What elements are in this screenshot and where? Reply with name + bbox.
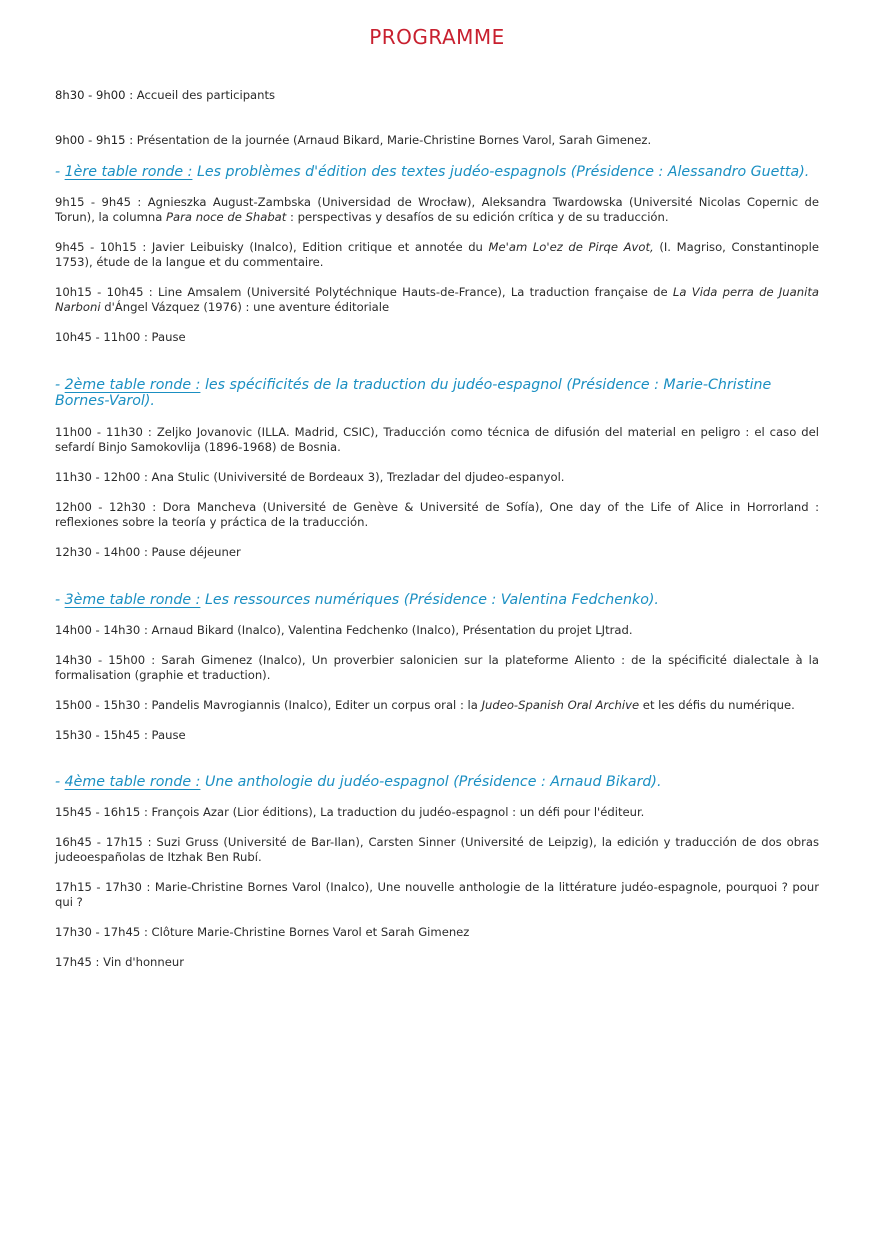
section-title: Une anthologie du judéo-espagnol (Présidence : Arnaud Bikard). — [204, 774, 662, 790]
section-title: les spécificités de la traduction du judéo-espagnol (Présidence : Marie-Christine Bornes-Varol). — [55, 377, 772, 409]
item-time: 11h30 - 12h00 : — [55, 470, 148, 484]
item-time: 17h15 - 17h30 : — [55, 880, 151, 894]
section-heading-4: - 4ème table ronde : Une anthologie du judéo-espagnol (Présidence : Arnaud Bikard). — [55, 774, 662, 790]
item-title-italic: Para noce de Shabat — [166, 210, 287, 224]
item-text-cont: : perspectivas y desafíos de su edición crítica y de su traducción. — [286, 210, 669, 224]
item-time: 15h00 - 15h30 : — [55, 698, 148, 712]
item-text: Suzi Gruss (Université de Bar-Ilan), Carsten Sinner (Université de Leipzig), la edición y traducción de dos obras judeoespañolas de Itzhak Ben Rubí. — [55, 835, 819, 864]
session-item — [55, 653, 819, 683]
item-title-italic: Me'am Lo'ez de Pirqe Avot, — [488, 240, 654, 254]
item-time: 12h30 - 14h00 : — [55, 545, 148, 559]
item-time: 8h30 - 9h00 : — [55, 88, 134, 102]
item-text-cont: et les défis du numérique. — [639, 698, 795, 712]
session-item — [55, 330, 819, 345]
item-text-cont: d'Ángel Vázquez (1976) : une aventure éditoriale — [100, 300, 390, 314]
item-text: Sarah Gimenez (Inalco), Un proverbier salonicien sur la plateforme Aliento : de la spécificité dialectale à la formalisation (graphie et traduction). — [55, 653, 820, 682]
item-time: 12h00 - 12h30 : — [55, 500, 157, 514]
session-item — [55, 285, 819, 315]
session-item — [55, 195, 819, 225]
item-time: 10h15 - 10h45 : — [55, 285, 153, 299]
page-title: PROGRAMME — [369, 25, 505, 49]
item-time: 14h00 - 14h30 : — [55, 623, 148, 637]
item-text: Pause déjeuner — [151, 545, 241, 559]
item-text: Javier Leibuisky (Inalco), Edition critique et annotée du — [151, 240, 489, 254]
session-item — [55, 880, 819, 910]
item-text: Arnaud Bikard (Inalco), Valentina Fedchenko (Inalco), Présentation du projet LJtrad. — [151, 623, 633, 637]
section-label: 4ème table ronde : — [64, 774, 201, 790]
item-text: Accueil des participants — [136, 88, 276, 102]
section-label: 2ème table ronde : — [64, 377, 201, 393]
session-item — [55, 835, 819, 865]
item-time: 15h45 - 16h15 : — [55, 805, 148, 819]
item-time: 17h45 : — [55, 955, 100, 969]
item-text: Zeljko Jovanovic (ILLA. Madrid, CSIC), Traducción como técnica de difusión del material en peligro : el caso del sefardí Binjo Samokovlija (1896-1968) de Bosnia. — [55, 425, 820, 454]
item-text: Dora Mancheva (Université de Genève & Université de Sofía), One day of the Life of Alice in Horrorland : reflexiones sobre la teoría y práctica de la traducción. — [55, 500, 819, 529]
item-time: 14h30 - 15h00 : — [55, 653, 156, 667]
session-item — [55, 500, 819, 530]
section-title: Les ressources numériques (Présidence : Valentina Fedchenko). — [204, 592, 659, 608]
item-text: Pause — [151, 728, 186, 742]
section-title: Les problèmes d'édition des textes judéo-espagnols (Présidence : Alessandro Guetta). — [196, 164, 810, 180]
session-item — [55, 470, 819, 485]
item-text: Agnieszka August-Zambska (Universidad de Wrocław), Aleksandra Twardowska (Université Nicolas Copernic de Torun), la columna — [55, 195, 819, 224]
section-label: 3ème table ronde : — [64, 592, 201, 608]
item-title-italic: La Vida perra de Juanita Narboni — [55, 285, 819, 314]
session-item — [55, 240, 819, 270]
item-text: Pause — [151, 330, 186, 344]
item-text: Clôture Marie-Christine Bornes Varol et Sarah Gimenez — [151, 925, 470, 939]
item-time: 16h45 - 17h15 : — [55, 835, 152, 849]
item-time: 9h15 - 9h45 : — [55, 195, 142, 209]
session-item — [55, 925, 819, 940]
item-text: Line Amsalem (Université Polytéchnique Hauts-de-France), La traduction française de — [157, 285, 673, 299]
item-text: Présentation de la journée (Arnaud Bikard, Marie-Christine Bornes Varol, Sarah Gimenez. — [136, 133, 652, 147]
session-item — [55, 623, 819, 638]
session-item — [55, 805, 819, 820]
item-time: 17h30 - 17h45 : — [55, 925, 148, 939]
item-text: Vin d'honneur — [103, 955, 185, 969]
section-heading-2: - 2ème table ronde : les spécificités de la traduction du judéo-espagnol (Présidence : Marie-Christine Bornes-Varol). — [55, 377, 772, 409]
session-item — [55, 955, 819, 970]
section-heading-1: - 1ère table ronde : Les problèmes d'édition des textes judéo-espagnols (Présidence : Alessandro Guetta). — [55, 164, 810, 180]
item-time: 9h45 - 10h15 : — [55, 240, 147, 254]
intro-item — [55, 88, 819, 103]
item-text: Ana Stulic (Univiversité de Bordeaux 3), Trezladar del djudeo-espanyol. — [151, 470, 565, 484]
item-text-cont: (I. Magriso, Constantinople 1753), étude de la langue et du commentaire. — [55, 240, 819, 269]
item-time: 10h45 - 11h00 : — [55, 330, 148, 344]
item-time: 9h00 - 9h15 : — [55, 133, 134, 147]
session-item — [55, 728, 819, 743]
session-item — [55, 545, 819, 560]
item-title-italic: Judeo-Spanish Oral Archive — [481, 698, 640, 712]
section-label: 1ère table ronde : — [64, 164, 193, 180]
item-time: 11h00 - 11h30 : — [55, 425, 152, 439]
session-item — [55, 425, 819, 455]
section-heading-3: - 3ème table ronde : Les ressources numériques (Présidence : Valentina Fedchenko). — [55, 592, 659, 608]
intro-item — [55, 133, 819, 148]
session-item — [55, 698, 819, 713]
item-text: Marie-Christine Bornes Varol (Inalco), Une nouvelle anthologie de la littérature judéo-espagnole, pourquoi ? pour qui ? — [55, 880, 819, 909]
item-text: François Azar (Lior éditions), La traduction du judéo-espagnol : un défi pour l'éditeur. — [151, 805, 645, 819]
item-text: Pandelis Mavrogiannis (Inalco), Editer un corpus oral : la — [151, 698, 482, 712]
item-time: 15h30 - 15h45 : — [55, 728, 148, 742]
